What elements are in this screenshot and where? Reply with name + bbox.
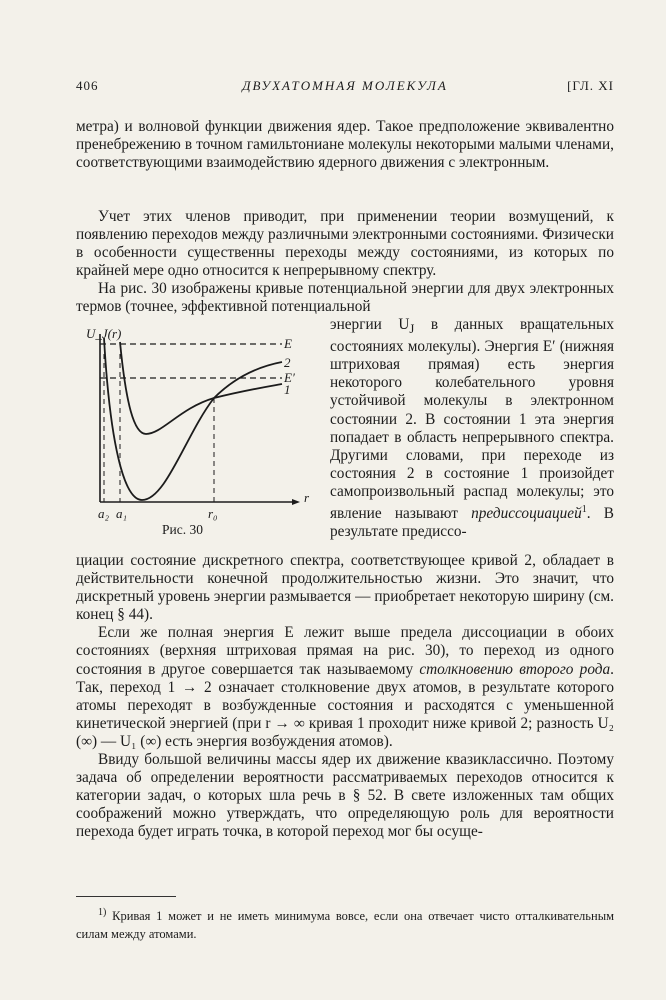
page-number: 406: [76, 78, 99, 93]
chapter-label: [ГЛ. XI: [567, 78, 614, 93]
footnote-mark: 1): [98, 907, 107, 918]
running-title: ДВУХАТОМНАЯ МОЛЕКУЛА: [242, 78, 448, 93]
para4-a: Если же полная энергия E лежит выше предела диссоциации в обоих состояниях (верхняя штриховая прямая на рис. 30), то переход из одного состояния в другое совершается так называемому: [76, 624, 614, 678]
footnote-ref: 1: [581, 503, 587, 515]
paragraph-5-text: Ввиду большой величины массы ядер их движение квазиклассично. Поэтому задача об определении вероятности рассматриваемых переходов относится к категории задач, о которых шла речь в § 52. В свете изложенных там общих соображений можно утверждать, что определяющую роль для вероятности перехода будет играть точка, в которой переход мог бы осуще-: [76, 751, 614, 841]
tick-a1: a₁: [116, 506, 128, 521]
wrap-text-a: энергии U: [330, 316, 410, 333]
tick-r0: r₀: [208, 506, 218, 521]
paragraph-3-top: [76, 280, 614, 316]
footnote-divider: [76, 896, 176, 897]
footnote: [76, 904, 614, 943]
para4-b: . Так, переход 1 → 2 означает столкновение двух атомов, в результате которого атомы переходят в возбужденные состояния и расходятся с уменьшенной кинетической энергией (при r → ∞ кривая 1 проходит ниже кривой 2; разность U₂ (∞) — U₁ (∞) есть энергия возбуждения атомов).: [76, 660, 614, 750]
paragraph-3-wrap: [330, 316, 614, 541]
tick-a2: a₂: [98, 506, 110, 521]
curve-2: [104, 338, 282, 500]
paragraph-1-text: метра) и волновой функции движения ядер. Такое предположение эквивалентно пренебрежению в точном гамильтониане молекулы некоторыми малыми членами, соответствующими взаимодействию ядерного движения с электронным.: [76, 118, 614, 172]
label-E-prime: E′: [284, 370, 295, 385]
curve-1: [120, 342, 282, 434]
paragraph-4-text: [76, 624, 614, 751]
paragraph-1: [76, 118, 614, 172]
label-curve-1: 1: [284, 382, 291, 397]
paragraphs-lower: [76, 552, 614, 842]
label-E: E: [284, 336, 292, 351]
footnote-text: [76, 904, 614, 943]
paragraph-3-top-text: На рис. 30 изображены кривые потенциальной энергии для двух электронных термов (точнее, эффективной потенциальной: [76, 280, 614, 316]
paragraph-2-text: Учет этих членов приводит, при применении теории возмущений, к появлению переходов между различными электронными состояниями. Физически в особенности существенны переходы между состояниями, из которых по крайней мере одно относится к непрерывному спектру.: [76, 208, 614, 280]
paragraph-2: [76, 208, 614, 280]
potential-curves-diagram: [86, 324, 322, 524]
figure-caption: Рис. 30: [162, 522, 203, 537]
x-axis-label: r: [304, 490, 310, 505]
wrap-subscript: J: [409, 322, 415, 337]
wrap-text-b: в данных вращательных состояниях молекулы). Энергия E′ (нижняя штриховая прямая) есть энергия некоторого колебательного уровня устойчивой молекулы в электронном состоянии 2. В состоянии 1 эта энергия попадает в область непрерывного спектра. Другими словами, при переходе из состояния 2 в состояние 1 произойдет самопроизвольный распад молекулы; это явление называют: [330, 316, 614, 523]
label-curve-2: 2: [284, 355, 291, 370]
wrap-text-c: . В результате предиссо-: [330, 505, 615, 541]
paragraph-3-wrap-text: [330, 316, 614, 541]
figure-30: [86, 324, 322, 550]
page-header: [76, 78, 614, 96]
x-axis-arrow: [292, 499, 300, 505]
y-axis-label: U_J(r): [86, 326, 122, 341]
term-predissociation: предиссоциацией: [471, 505, 582, 523]
paragraph-3-bottom-text: циации состояние дискретного спектра, соответствующее кривой 2, обладает в действительности конечной продолжительностью жизни. Это значит, что дискретный уровень энергии размывается — приобретает некоторую ширину (см. конец § 44).: [76, 552, 614, 624]
footnote-body: Кривая 1 может и не иметь минимума вовсе, если она отвечает чисто отталкивательным силам между атомами.: [76, 909, 614, 942]
term-second-kind-collision: столкновению второго рода: [419, 660, 611, 678]
